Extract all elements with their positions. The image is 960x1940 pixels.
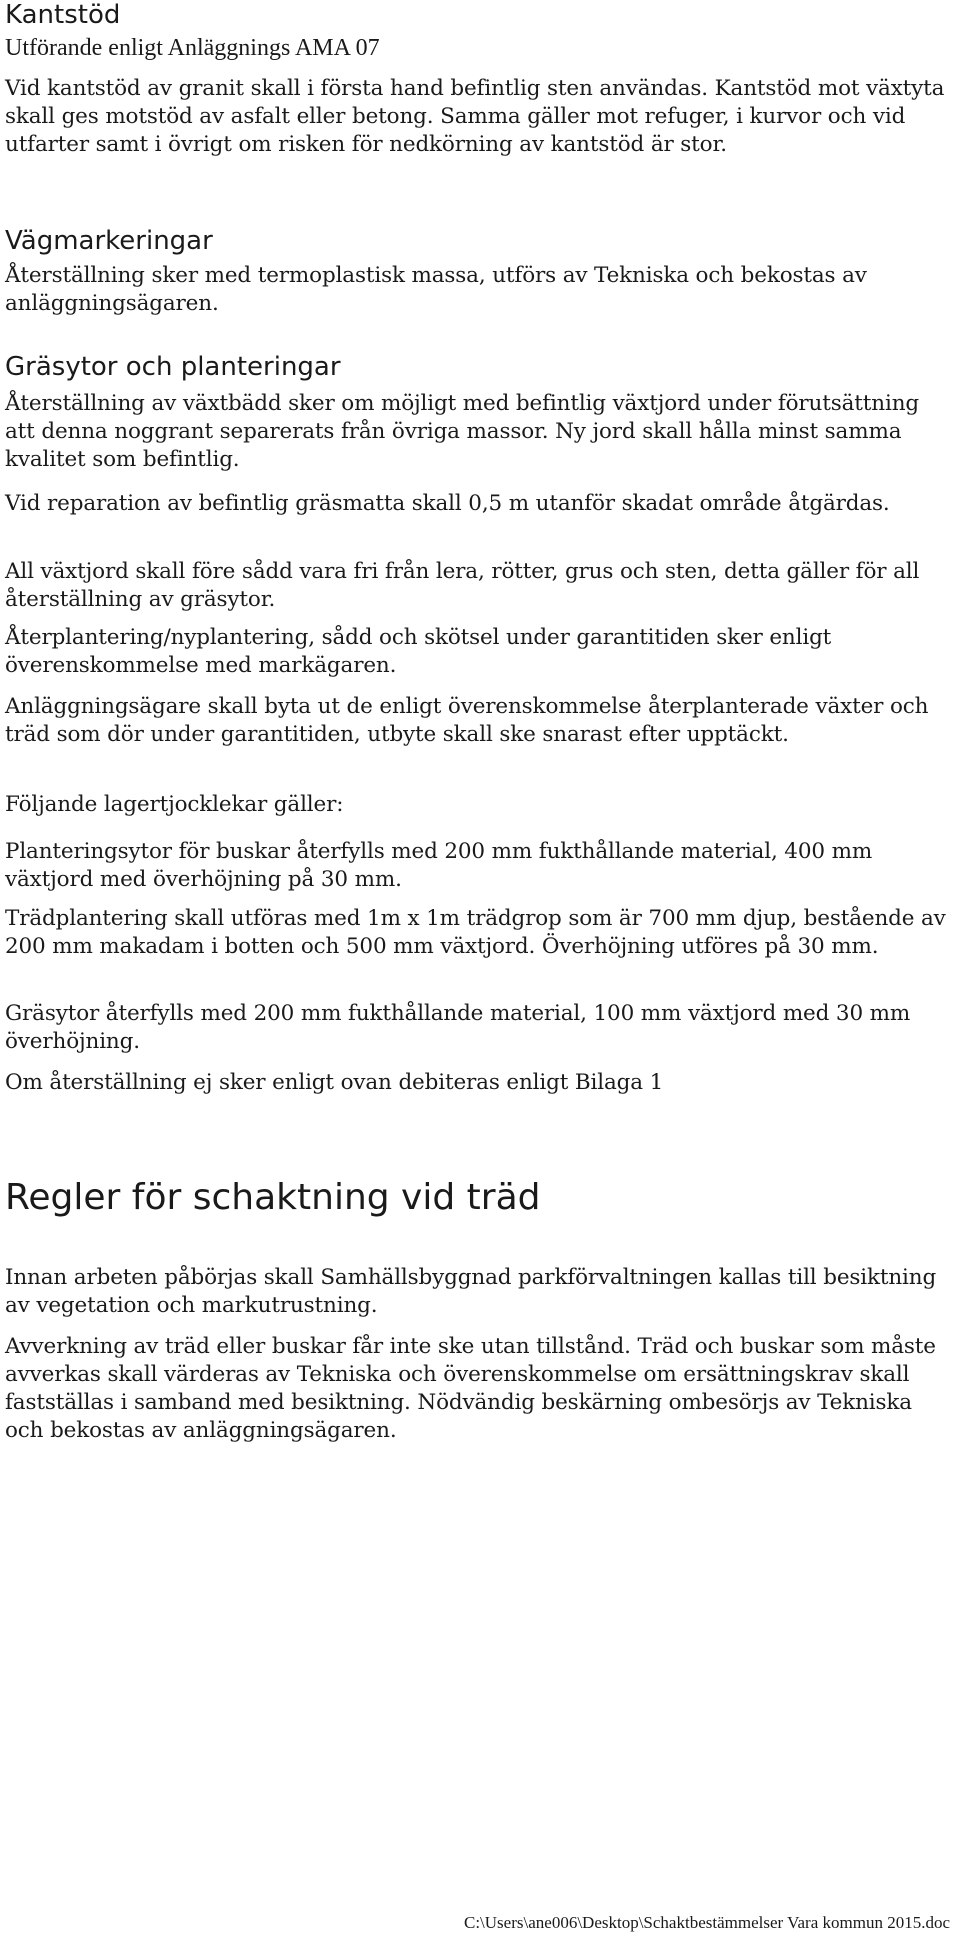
heading-kantstod: Kantstöd (5, 0, 121, 30)
regler-paragraph-2: Avverkning av träd eller buskar får inte ske utan tillstånd. Träd och buskar som måste avverkas skall värderas av Tekniska och överenskommelse om ersättningskrav skall fastställas i samband med besiktning. Nödvändig beskärning ombesörjs av Tekniska och bekostas av anläggningsägaren. (5, 1334, 936, 1443)
grasytor-paragraph-2: Vid reparation av befintlig gräsmatta skall 0,5 m utanför skadat område åtgärdas. (5, 491, 890, 516)
grasytor-paragraph-5: Anläggningsägare skall byta ut de enligt överenskommelse återplanterade växter och träd som dör under garantitiden, utbyte skall ske snarast efter upptäckt. (5, 694, 929, 747)
grasytor-paragraph-7: Planteringsytor för buskar återfylls med 200 mm fukthållande material, 400 mm växtjord med överhöjning på 30 mm. (5, 839, 873, 892)
grasytor-paragraph-9: Gräsytor återfylls med 200 mm fukthållande material, 100 mm växtjord med 30 mm överhöjning. (5, 1001, 911, 1054)
heading-regler: Regler för schaktning vid träd (5, 1177, 541, 1218)
grasytor-paragraph-4: Återplantering/nyplantering, sådd och skötsel under garantitiden sker enligt överenskommelse med markägaren. (5, 625, 832, 678)
grasytor-paragraph-6: Följande lagertjocklekar gäller: (5, 792, 344, 817)
footer-file-path: C:\Users\ane006\Desktop\Schaktbestämmelser Vara kommun 2015.doc (464, 1913, 950, 1932)
heading-grasytor: Gräsytor och planteringar (5, 352, 341, 382)
regler-paragraph-1: Innan arbeten påbörjas skall Samhällsbyggnad parkförvaltningen kallas till besiktning av vegetation och markutrustning. (5, 1265, 937, 1318)
grasytor-paragraph-10: Om återställning ej sker enligt ovan debiteras enligt Bilaga 1 (5, 1070, 664, 1095)
grasytor-paragraph-8: Trädplantering skall utföras med 1m x 1m trädgrop som är 700 mm djup, bestående av 200 mm makadam i botten och 500 mm växtjord. Överhöjning utföres på 30 mm. (5, 906, 946, 959)
heading-vagmarkeringar: Vägmarkeringar (5, 226, 213, 256)
grasytor-paragraph-3: All växtjord skall före sådd vara fri från lera, rötter, grus och sten, detta gäller för all återställning av gräsytor. (5, 559, 920, 612)
kantstod-subtitle: Utförande enligt Anläggnings AMA 07 (5, 35, 380, 61)
kantstod-paragraph: Vid kantstöd av granit skall i första hand befintlig sten användas. Kantstöd mot växtyta skall ges motstöd av asfalt eller betong. Samma gäller mot refuger, i kurvor och vid utfarter samt i övrigt om risken för nedkörning av kantstöd är stor. (5, 76, 945, 157)
vagmarkeringar-paragraph: Återställning sker med termoplastisk massa, utförs av Tekniska och bekostas av anläggningsägaren. (5, 263, 867, 316)
grasytor-paragraph-1: Återställning av växtbädd sker om möjligt med befintlig växtjord under förutsättning att denna noggrant separerats från övriga massor. Ny jord skall hålla minst samma kvalitet som befintlig. (5, 391, 920, 472)
